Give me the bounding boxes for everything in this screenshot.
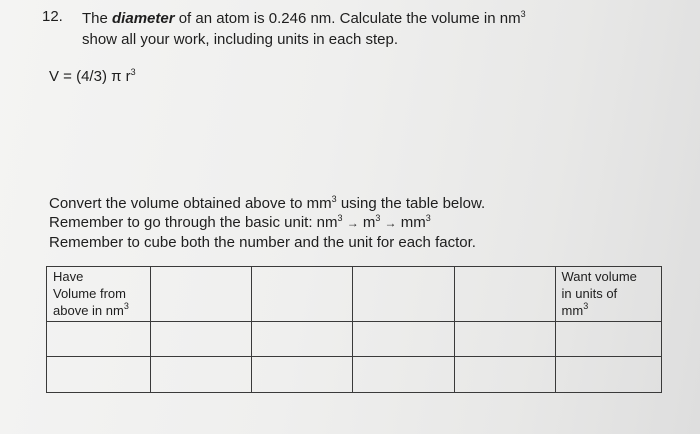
have-exponent: 3 (123, 301, 129, 311)
table-cell[interactable] (151, 357, 252, 393)
factor-cell[interactable] (252, 267, 353, 322)
table-cell[interactable] (555, 357, 661, 393)
convert-line-1-b: using the table below. (336, 195, 486, 212)
conversion-factor-table (46, 266, 662, 393)
factor-cell[interactable] (151, 267, 252, 322)
want-cell (555, 267, 661, 322)
want-desc-1: in units of (561, 286, 618, 301)
table-cell[interactable] (353, 322, 454, 357)
have-desc-1: Volume from (53, 286, 126, 301)
table-cell[interactable] (47, 357, 151, 393)
want-desc-2-text: mm (561, 303, 584, 318)
table-row (47, 357, 662, 393)
arrow-icon: → (384, 216, 397, 230)
question-line-2: show all your work, including units in each step. (82, 31, 398, 48)
have-cell (47, 267, 151, 322)
convert-line-2-sup-2: 3 (375, 213, 381, 223)
arrow-icon: → (346, 216, 359, 230)
convert-line-1-a: Convert the volume obtained above to mm (49, 195, 332, 212)
table-cell[interactable] (454, 357, 555, 393)
table-cell[interactable] (252, 322, 353, 357)
table-cell[interactable] (47, 322, 151, 357)
question-line-1-lead: The (82, 10, 113, 27)
convert-line-1-sup: 3 (331, 194, 337, 204)
table-cell[interactable] (252, 357, 353, 393)
formula-text: V = (4/3) π r (49, 68, 131, 85)
conversion-instructions (49, 194, 485, 252)
convert-line-2-sup-3: 3 (425, 213, 431, 223)
volume-formula (49, 68, 136, 85)
table-row (47, 322, 662, 357)
table-cell[interactable] (555, 322, 661, 357)
factor-cell[interactable] (353, 267, 454, 322)
convert-line-2-c: mm (396, 214, 426, 231)
diameter-emphasis: diameter (112, 10, 175, 27)
want-label: Want volume (561, 269, 637, 284)
have-label: Have (53, 269, 84, 284)
question-line-1-rest: of an atom is 0.246 nm. Calculate the volume in nm (174, 10, 521, 27)
table-row (47, 267, 662, 322)
convert-line-1 (49, 194, 485, 213)
convert-line-2-a: Remember to go through the basic unit: nm (49, 214, 338, 231)
want-desc-2 (562, 302, 655, 319)
convert-line-2-sup-1: 3 (337, 213, 343, 223)
table-cell[interactable] (151, 322, 252, 357)
convert-line-3: Remember to cube both the number and the unit for each factor. (49, 234, 476, 251)
convert-line-2-b: m (358, 214, 376, 231)
question-text (82, 8, 526, 50)
question-line-1 (82, 8, 526, 29)
have-desc-2-text: above in nm (53, 303, 124, 318)
factor-cell[interactable] (454, 267, 555, 322)
want-exponent: 3 (583, 301, 589, 311)
question-exponent: 3 (520, 9, 526, 19)
question-number: 12. (42, 8, 63, 25)
formula-exponent: 3 (130, 67, 136, 77)
table-cell[interactable] (454, 322, 555, 357)
table-cell[interactable] (353, 357, 454, 393)
have-desc-2 (53, 302, 144, 319)
convert-line-2 (49, 213, 485, 233)
